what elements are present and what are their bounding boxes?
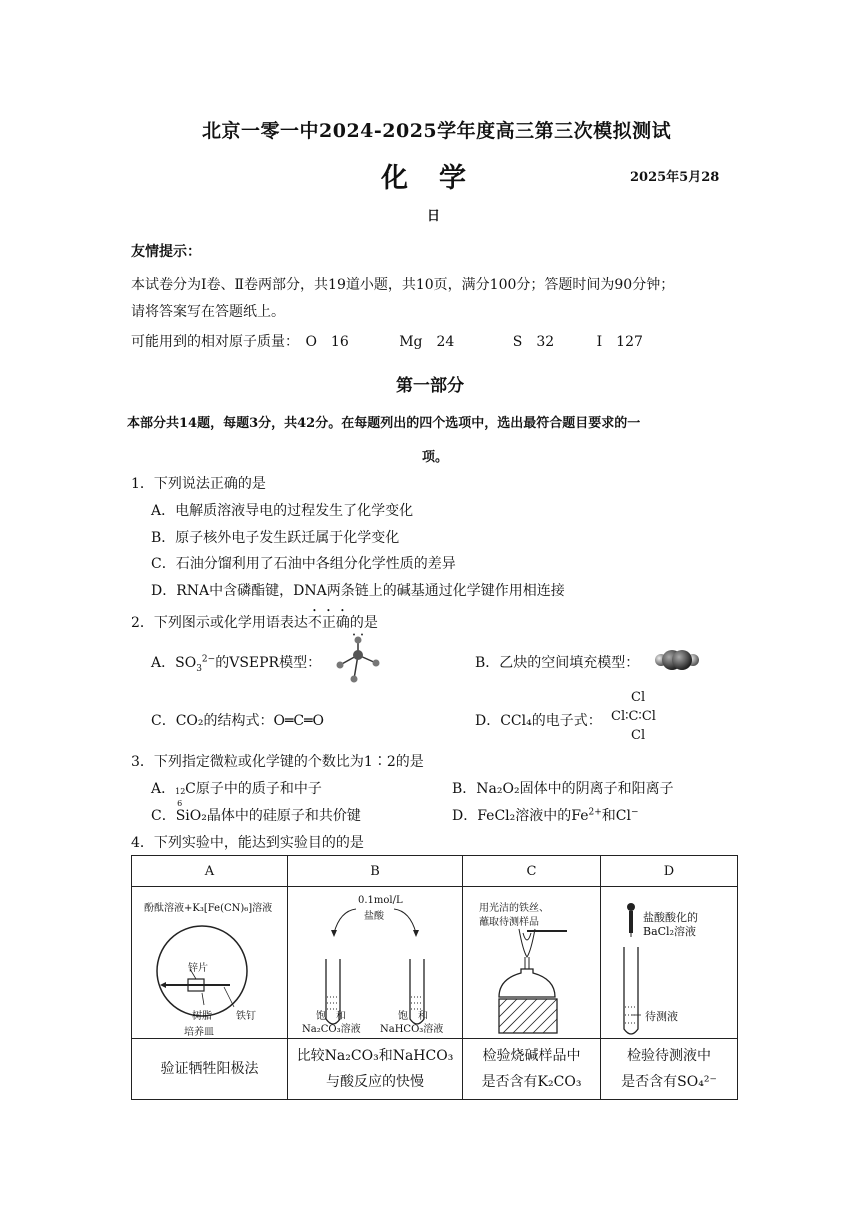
part-1-instruction-1: 本部分共14题，每题3分，共42分。在每题列出的四个选项中，选出最符合题目要求的一 xyxy=(127,416,641,431)
a-resin-label: 树脂 xyxy=(192,1011,212,1022)
ccl4-middle: Cl∶C∶Cl xyxy=(611,709,656,724)
ccl4-top: Cl xyxy=(631,690,646,705)
b-right-label-1: 饱 和 xyxy=(398,1011,428,1022)
description-a xyxy=(132,1039,288,1100)
table-figure-row xyxy=(132,887,738,1039)
atomic-masses xyxy=(131,331,643,351)
test-tubes-diagram xyxy=(288,887,463,1038)
q3-option-a-iso: C xyxy=(185,781,196,797)
q2-stem-post: 的是 xyxy=(349,615,378,631)
q2-stem xyxy=(131,607,378,632)
q3-option-a-pre: A． xyxy=(151,781,176,797)
d-caption-1: 盐酸酸化的 xyxy=(643,911,698,924)
a-iron-label: 铁钉 xyxy=(236,1011,256,1022)
q2-option-a-pre: A．SO xyxy=(151,655,197,671)
description-b-line-1: 比较Na₂CO₃和NaHCO₃ xyxy=(296,1048,454,1064)
header-d: D xyxy=(601,856,738,887)
q2-stem-emphasis: 不正确 xyxy=(307,615,350,631)
experiment-table xyxy=(131,855,738,1100)
q3-option-a-post: 原子中的质子和中子 xyxy=(195,781,322,797)
q2-option-a xyxy=(151,652,321,672)
b-left-label-1: 饱 和 xyxy=(316,1011,346,1022)
q1-stem: 1．下列说法正确的是 xyxy=(131,476,266,492)
notice-line-1 xyxy=(131,274,674,294)
vsepr-model-icon xyxy=(332,633,384,685)
header-a: A xyxy=(132,856,288,887)
cl-charge: − xyxy=(630,807,639,818)
acetylene-model-icon xyxy=(655,648,699,672)
exam-date-wrap: 日 xyxy=(427,209,441,224)
header-c: C xyxy=(463,856,601,887)
figure-c-cell xyxy=(463,887,601,1039)
a-top-caption: 酚酞溶液+K₃[Fe(CN)₆]溶液 xyxy=(144,903,273,914)
d-caption-2: BaCl₂溶液 xyxy=(643,925,696,938)
description-b-line-2: 与酸反应的快慢 xyxy=(326,1074,424,1090)
b-left-label-2: Na₂CO₃溶液 xyxy=(302,1024,361,1035)
description-c-line-1: 检验烧碱样品中 xyxy=(482,1048,581,1064)
q2-so3-charge: 2− xyxy=(201,654,216,665)
masses-label: 可能用到的相对原子质量： xyxy=(131,334,299,350)
a-zinc-label: 锌片 xyxy=(188,963,208,974)
description-c xyxy=(463,1039,601,1100)
description-b xyxy=(288,1039,463,1100)
c-caption-2: 蘸取待测样品 xyxy=(479,917,539,928)
q1-option-a: A．电解质溶液导电的过程发生了化学变化 xyxy=(151,503,414,519)
notice-label: 友情提示： xyxy=(131,244,201,260)
description-c-line-2: 是否含有K₂CO₃ xyxy=(481,1074,582,1090)
q3-option-d xyxy=(452,805,639,825)
b-acid-name: 盐酸 xyxy=(364,911,384,922)
table-header-row xyxy=(132,856,738,887)
a-dish-label: 培养皿 xyxy=(184,1027,214,1038)
mass-i: I 127 xyxy=(596,334,643,350)
q3-option-b: B．Na₂O₂固体中的阴离子和阳离子 xyxy=(452,781,674,797)
header-b: B xyxy=(288,856,463,887)
ccl4-bottom: Cl xyxy=(631,728,646,743)
figure-d-cell xyxy=(601,887,738,1039)
fe-charge: 2+ xyxy=(588,807,602,818)
q2-option-d: D．CCl₄的电子式： xyxy=(475,713,602,729)
b-acid-conc: 0.1mol/L xyxy=(358,895,403,906)
q1-option-c: C．石油分馏利用了石油中各组分化学性质的差异 xyxy=(151,556,456,572)
b-right-label-2: NaHCO₃溶液 xyxy=(380,1024,444,1035)
mass-o: O 16 xyxy=(305,334,349,350)
notice-line-1-text: 本试卷分为Ⅰ卷、Ⅱ卷两部分，共19道小题，共10页，满分100分；答题时间为90分钟； xyxy=(131,277,675,293)
subject-title: 化 学 xyxy=(381,163,468,194)
q2-option-a-post: 的VSEPR模型： xyxy=(215,655,322,671)
part-1-instruction-2: 项。 xyxy=(422,450,449,465)
q1-option-d: D．RNA中含磷酯键，DNA两条链上的碱基通过化学键作用相连接 xyxy=(151,583,565,599)
mass-mg: Mg 24 xyxy=(399,334,455,350)
notice-line-2: 请将答案写在答题纸上。 xyxy=(131,304,285,320)
description-a-line-1: 验证牺牲阳极法 xyxy=(160,1061,259,1077)
exam-date: 2025年5月28 xyxy=(630,170,720,185)
q3-option-d-mid: 和Cl xyxy=(601,808,631,824)
d-liquid-label: 待测液 xyxy=(645,1010,678,1023)
q3-stem: 3．下列指定微粒或化学键的个数比为1∶2的是 xyxy=(131,754,424,770)
description-d xyxy=(601,1039,738,1100)
exam-title: 北京一零一中2024-2025学年度高三第三次模拟测试 xyxy=(202,120,672,142)
q4-stem: 4．下列实验中，能达到实验目的的是 xyxy=(131,835,364,851)
flame-test-diagram xyxy=(463,887,601,1038)
mass-s: S 32 xyxy=(512,334,555,350)
part-1-title: 第一部分 xyxy=(396,376,464,396)
q2-stem-pre: 2．下列图示或化学用语表达 xyxy=(131,615,308,631)
table-description-row xyxy=(132,1039,738,1100)
description-d-line-2: 是否含有SO₄²⁻ xyxy=(621,1074,717,1090)
q3-option-c: C．SiO₂晶体中的硅原子和共价键 xyxy=(151,808,361,824)
c-caption-1: 用光洁的铁丝、 xyxy=(479,903,549,914)
q3-option-d-pre: D．FeCl₂溶液中的Fe xyxy=(452,808,589,824)
figure-b-cell xyxy=(288,887,463,1039)
q2-so3-sub: 3 xyxy=(196,663,202,674)
figure-a-cell xyxy=(132,887,288,1039)
q1-option-b: B．原子核外电子发生跃迁属于化学变化 xyxy=(151,530,400,546)
q3-option-a: A． 12 6 C原子中的质子和中子 xyxy=(151,781,322,808)
q2-option-c: C．CO₂的结构式：O═C═O xyxy=(151,713,325,729)
q2-option-b: B．乙炔的空间填充模型： xyxy=(475,655,640,671)
description-d-line-1: 检验待测液中 xyxy=(627,1048,711,1064)
